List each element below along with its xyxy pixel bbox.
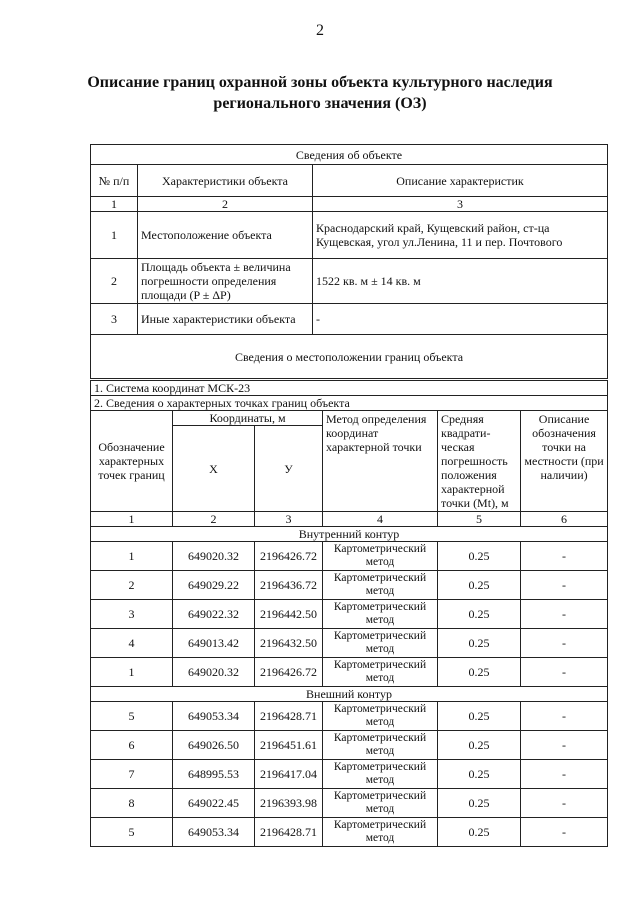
x-coordinate-cell: 649053.34 (173, 818, 255, 847)
method-cell: Картометрический метод (323, 629, 438, 658)
point-row (91, 658, 608, 687)
x-coordinate-cell: 649029.22 (173, 571, 255, 600)
point-row (91, 731, 608, 760)
method-cell: Картометрический метод (323, 818, 438, 847)
point-description-cell: - (521, 658, 608, 687)
method-cell: Картометрический метод (323, 760, 438, 789)
outer-contour-title: Внешний контур (91, 687, 608, 702)
y-coordinate-cell: 2196426.72 (255, 542, 323, 571)
method-cell: Картометрический метод (323, 600, 438, 629)
point-description-cell: - (521, 542, 608, 571)
point-row (91, 629, 608, 658)
method-cell: Картометрический метод (323, 789, 438, 818)
col-index: 4 (323, 512, 438, 527)
boundary-points-table (90, 380, 608, 847)
method-cell: Картометрический метод (323, 658, 438, 687)
inner-contour-title: Внутренний контур (91, 527, 608, 542)
point-row (91, 789, 608, 818)
point-description-cell: - (521, 731, 608, 760)
error-cell: 0.25 (438, 629, 521, 658)
error-cell: 0.25 (438, 818, 521, 847)
coordinate-system: 1. Система координат МСК-23 (91, 381, 608, 396)
y-coordinate-cell: 2196432.50 (255, 629, 323, 658)
point-cell: 8 (91, 789, 173, 818)
title-line-1: Описание границ охранной зоны объекта культурного наследия (87, 74, 553, 91)
point-row (91, 818, 608, 847)
point-row (91, 571, 608, 600)
method-cell: Картометрический метод (323, 571, 438, 600)
point-cell: 1 (91, 542, 173, 571)
point-row (91, 702, 608, 731)
point-row (91, 542, 608, 571)
y-coordinate-cell: 2196428.71 (255, 818, 323, 847)
col-index: 5 (438, 512, 521, 527)
characteristic-cell: Площадь объекта ± величина погрешности определения площади (P ± ΔP) (138, 259, 313, 304)
row-number: 2 (91, 259, 138, 304)
error-cell: 0.25 (438, 600, 521, 629)
x-coordinate-cell: 649022.32 (173, 600, 255, 629)
row-number: 1 (91, 212, 138, 259)
col-header-characteristic: Характеристики объекта (138, 165, 313, 197)
header-method: Метод определения координат характерной точки (323, 411, 438, 512)
characteristic-cell: Иные характеристики объекта (138, 304, 313, 335)
point-cell: 6 (91, 731, 173, 760)
x-coordinate-cell: 649013.42 (173, 629, 255, 658)
point-description-cell: - (521, 818, 608, 847)
col-index: 2 (173, 512, 255, 527)
point-row (91, 600, 608, 629)
error-cell: 0.25 (438, 789, 521, 818)
point-cell: 2 (91, 571, 173, 600)
object-info-title: Сведения об объекте (91, 145, 608, 165)
error-cell: 0.25 (438, 760, 521, 789)
y-coordinate-cell: 2196451.61 (255, 731, 323, 760)
row-number: 3 (91, 304, 138, 335)
x-coordinate-cell: 649020.32 (173, 658, 255, 687)
point-description-cell: - (521, 600, 608, 629)
description-cell: Краснодарский край, Кущевский район, ст-ца Кущевская, угол ул.Ленина, 11 и пер. Почтового (313, 212, 608, 259)
point-description-cell: - (521, 702, 608, 731)
object-info-table (90, 144, 608, 379)
header-error: Средняя квадрати-ческая погрешность положения характерной точки (Mt), м (438, 411, 521, 512)
method-cell: Картометрический метод (323, 542, 438, 571)
x-coordinate-cell: 649022.45 (173, 789, 255, 818)
x-coordinate-cell: 649026.50 (173, 731, 255, 760)
inner-contour-rows (91, 542, 608, 687)
y-coordinate-cell: 2196417.04 (255, 760, 323, 789)
col-index: 1 (91, 197, 138, 212)
error-cell: 0.25 (438, 571, 521, 600)
x-coordinate-cell: 649053.34 (173, 702, 255, 731)
col-index: 3 (255, 512, 323, 527)
document-title (60, 72, 580, 114)
point-cell: 7 (91, 760, 173, 789)
error-cell: 0.25 (438, 658, 521, 687)
point-row (91, 760, 608, 789)
location-section-title: Сведения о местоположении границ объекта (91, 335, 608, 379)
y-coordinate-cell: 2196442.50 (255, 600, 323, 629)
title-line-2: регионального значения (ОЗ) (213, 95, 427, 112)
header-x: X (173, 426, 255, 512)
error-cell: 0.25 (438, 731, 521, 760)
col-index: 2 (138, 197, 313, 212)
header-coordinates: Координаты, м (173, 411, 323, 426)
col-index: 1 (91, 512, 173, 527)
col-header-description: Описание характеристик (313, 165, 608, 197)
description-cell: 1522 кв. м ± 14 кв. м (313, 259, 608, 304)
point-description-cell: - (521, 760, 608, 789)
method-cell: Картометрический метод (323, 731, 438, 760)
point-cell: 4 (91, 629, 173, 658)
point-cell: 3 (91, 600, 173, 629)
page-number: 2 (316, 22, 324, 39)
header-description: Описание обозначения точки на местности (при наличии) (521, 411, 608, 512)
y-coordinate-cell: 2196428.71 (255, 702, 323, 731)
x-coordinate-cell: 648995.53 (173, 760, 255, 789)
point-cell: 5 (91, 702, 173, 731)
header-y: У (255, 426, 323, 512)
characteristic-cell: Местоположение объекта (138, 212, 313, 259)
method-cell: Картометрический метод (323, 702, 438, 731)
description-cell: - (313, 304, 608, 335)
col-header-number: № п/п (91, 165, 138, 197)
point-description-cell: - (521, 571, 608, 600)
outer-contour-rows (91, 702, 608, 847)
y-coordinate-cell: 2196393.98 (255, 789, 323, 818)
y-coordinate-cell: 2196436.72 (255, 571, 323, 600)
points-section-title: 2. Сведения о характерных точках границ объекта (91, 396, 608, 411)
point-cell: 5 (91, 818, 173, 847)
col-index: 6 (521, 512, 608, 527)
x-coordinate-cell: 649020.32 (173, 542, 255, 571)
y-coordinate-cell: 2196426.72 (255, 658, 323, 687)
error-cell: 0.25 (438, 542, 521, 571)
point-cell: 1 (91, 658, 173, 687)
point-description-cell: - (521, 629, 608, 658)
point-description-cell: - (521, 789, 608, 818)
col-index: 3 (313, 197, 608, 212)
error-cell: 0.25 (438, 702, 521, 731)
header-point-designation: Обозначение характерных точек границ (91, 411, 173, 512)
